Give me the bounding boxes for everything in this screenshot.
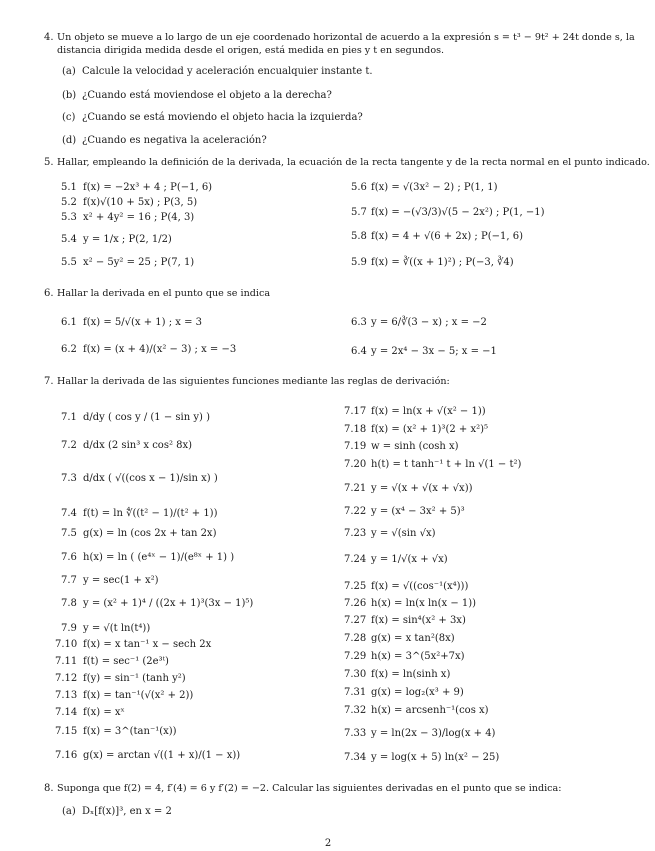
exercise-7-31-expr: g(x) = log₂(x³ + 9) bbox=[371, 687, 464, 698]
exercise-7-6-num: 7.6 bbox=[61, 552, 77, 563]
exercise-7-29-expr: h(x) = 3^(5x²+7x) bbox=[371, 651, 465, 662]
exercise-7-26-num: 7.26 bbox=[344, 598, 367, 609]
exercise-5-2-expr: f(x)√(10 + 5x) ; P(3, 5) bbox=[83, 197, 198, 208]
exercise-7-14-num: 7.14 bbox=[55, 707, 78, 718]
exercise-7-26-expr: h(x) = ln(x ln(x − 1)) bbox=[371, 598, 477, 609]
problem-8a-text: Dₓ[f(x)]³, en x = 2 bbox=[82, 806, 172, 817]
exercise-5-1-num: 5.1 bbox=[61, 182, 77, 193]
problem-8-number: 8. bbox=[44, 783, 54, 794]
exercise-7-34-expr: y = log(x + 5) ln(x² − 25) bbox=[371, 752, 500, 763]
exercise-7-24-num: 7.24 bbox=[344, 554, 367, 565]
exercise-7-7-expr: y = sec(1 + x²) bbox=[83, 575, 159, 586]
exercise-7-29-num: 7.29 bbox=[344, 651, 367, 662]
exercise-7-5-num: 7.5 bbox=[61, 528, 77, 539]
exercise-7-31-num: 7.31 bbox=[344, 687, 367, 698]
exercise-7-2-expr: d/dx (2 sin³ x cos² 8x) bbox=[83, 440, 193, 451]
problem-8a-label: (a) bbox=[62, 806, 76, 817]
exercise-7-32-expr: h(x) = arcsenh⁻¹(cos x) bbox=[371, 705, 489, 716]
exercise-5-8-num: 5.8 bbox=[351, 231, 367, 242]
exercise-5-1-expr: f(x) = −2x³ + 4 ; P(−1, 6) bbox=[83, 182, 213, 193]
exercise-5-4-num: 5.4 bbox=[61, 234, 77, 245]
problem-5-number: 5. bbox=[44, 157, 54, 168]
problem-4b-text: ¿Cuando está moviendose el objeto a la derecha? bbox=[82, 90, 332, 101]
problem-6-number: 6. bbox=[44, 288, 54, 299]
exercise-7-23-expr: y = √(sin √x) bbox=[371, 528, 436, 539]
exercise-7-3-expr: d/dx ( √((cos x − 1)/sin x) ) bbox=[83, 473, 218, 484]
exercise-7-10-num: 7.10 bbox=[55, 639, 78, 650]
exercise-7-21-num: 7.21 bbox=[344, 483, 367, 494]
exercise-7-15-num: 7.15 bbox=[55, 726, 78, 737]
exercise-7-8-expr: y = (x² + 1)⁴ / ((2x + 1)³(3x − 1)⁵) bbox=[83, 598, 254, 609]
exercise-7-7-num: 7.7 bbox=[61, 575, 77, 586]
exercise-6-2-expr: f(x) = (x + 4)/(x² − 3) ; x = −3 bbox=[83, 344, 237, 355]
exercise-7-25-num: 7.25 bbox=[344, 581, 367, 592]
problem-4-text-line1: Un objeto se mueve a lo largo de un eje coordenado horizontal de acuerdo a la expresión s = t³ − 9t² + 24t donde s, la bbox=[57, 32, 635, 43]
exercise-7-27-num: 7.27 bbox=[344, 615, 367, 626]
exercise-6-3-num: 6.3 bbox=[351, 317, 367, 328]
problem-4c-label: (c) bbox=[62, 112, 76, 123]
exercise-5-3-num: 5.3 bbox=[61, 212, 77, 223]
exercise-5-6-num: 5.6 bbox=[351, 182, 367, 193]
exercise-7-32-num: 7.32 bbox=[344, 705, 367, 716]
problem-4d-text: ¿Cuando es negativa la aceleración? bbox=[82, 135, 267, 146]
exercise-7-1-num: 7.1 bbox=[61, 412, 77, 423]
exercise-7-18-expr: f(x) = (x² + 1)³(2 + x²)⁵ bbox=[371, 424, 488, 435]
exercise-5-3-expr: x² + 4y² = 16 ; P(4, 3) bbox=[83, 212, 195, 223]
exercise-7-20-expr: h(t) = t tanh⁻¹ t + ln √(1 − t²) bbox=[371, 459, 522, 470]
exercise-7-15-expr: f(x) = 3^(tan⁻¹(x)) bbox=[83, 726, 177, 737]
problem-4b-label: (b) bbox=[62, 90, 77, 101]
exercise-7-13-expr: f(x) = tan⁻¹(√(x² + 2)) bbox=[83, 690, 194, 701]
exercise-5-9-expr: f(x) = ∛((x + 1)²) ; P(−3, ∛4) bbox=[371, 257, 514, 268]
exercise-7-5-expr: g(x) = ln (cos 2x + tan 2x) bbox=[83, 528, 217, 539]
exercise-7-19-num: 7.19 bbox=[344, 441, 367, 452]
exercise-7-27-expr: f(x) = sin⁴(x² + 3x) bbox=[371, 615, 466, 626]
exercise-7-33-num: 7.33 bbox=[344, 728, 367, 739]
exercise-7-3-num: 7.3 bbox=[61, 473, 77, 484]
exercise-5-5-num: 5.5 bbox=[61, 257, 77, 268]
exercise-7-4-expr: f(t) = ln ∜((t² − 1)/(t² + 1)) bbox=[83, 508, 218, 519]
page-number: 2 bbox=[324, 838, 332, 849]
exercise-7-23-num: 7.23 bbox=[344, 528, 367, 539]
exercise-7-28-expr: g(x) = x tan²(8x) bbox=[371, 633, 455, 644]
problem-5-text: Hallar, empleando la definición de la derivada, la ecuación de la recta tangente y de la recta normal en el punto indicado. bbox=[57, 157, 650, 168]
problem-4d-label: (d) bbox=[62, 135, 77, 146]
problem-4c-text: ¿Cuando se está moviendo el objeto hacia la izquierda? bbox=[82, 112, 363, 123]
exercise-6-3-expr: y = 6/∛(3 − x) ; x = −2 bbox=[371, 317, 487, 328]
exercise-7-12-num: 7.12 bbox=[55, 673, 78, 684]
exercise-7-22-expr: y = (x⁴ − 3x² + 5)³ bbox=[371, 506, 465, 517]
exercise-7-33-expr: y = ln(2x − 3)/log(x + 4) bbox=[371, 728, 496, 739]
exercise-7-20-num: 7.20 bbox=[344, 459, 367, 470]
exercise-6-4-expr: y = 2x⁴ − 3x − 5; x = −1 bbox=[371, 346, 497, 357]
exercise-5-5-expr: x² − 5y² = 25 ; P(7, 1) bbox=[83, 257, 195, 268]
exercise-7-17-num: 7.17 bbox=[344, 406, 367, 417]
exercise-7-12-expr: f(y) = sin⁻¹ (tanh y²) bbox=[83, 673, 186, 684]
problem-4-text-line2: distancia dirigida medida desde el origen, está medida en pies y t en segundos. bbox=[57, 45, 445, 56]
exercise-5-4-expr: y = 1/x ; P(2, 1/2) bbox=[83, 234, 172, 245]
exercise-6-2-num: 6.2 bbox=[61, 344, 77, 355]
exercise-7-9-num: 7.9 bbox=[61, 623, 77, 634]
exercise-7-8-num: 7.8 bbox=[61, 598, 77, 609]
exercise-7-13-num: 7.13 bbox=[55, 690, 78, 701]
exercise-7-30-num: 7.30 bbox=[344, 669, 367, 680]
exercise-5-8-expr: f(x) = 4 + √(6 + 2x) ; P(−1, 6) bbox=[371, 231, 523, 242]
exercise-7-16-expr: g(x) = arctan √((1 + x)/(1 − x)) bbox=[83, 750, 241, 761]
exercise-5-9-num: 5.9 bbox=[351, 257, 367, 268]
exercise-7-2-num: 7.2 bbox=[61, 440, 77, 451]
exercise-7-22-num: 7.22 bbox=[344, 506, 367, 517]
exercise-6-4-num: 6.4 bbox=[351, 346, 367, 357]
exercise-7-11-expr: f(t) = sec⁻¹ (2e³ᵗ) bbox=[83, 656, 169, 667]
exercise-7-21-expr: y = √(x + √(x + √x)) bbox=[371, 483, 473, 494]
exercise-7-34-num: 7.34 bbox=[344, 752, 367, 763]
exercise-5-2-num: 5.2 bbox=[61, 197, 77, 208]
exercise-7-30-expr: f(x) = ln(sinh x) bbox=[371, 669, 451, 680]
exercise-7-14-expr: f(x) = xˣ bbox=[83, 707, 125, 718]
exercise-6-1-expr: f(x) = 5/√(x + 1) ; x = 3 bbox=[83, 317, 202, 328]
exercise-7-1-expr: d/dy ( cos y / (1 − sin y) ) bbox=[83, 412, 210, 423]
problem-4-number: 4. bbox=[44, 32, 54, 43]
exercise-7-11-num: 7.11 bbox=[55, 656, 78, 667]
problem-4a-label: (a) bbox=[62, 66, 76, 77]
exercise-5-7-num: 5.7 bbox=[351, 207, 367, 218]
exercise-5-6-expr: f(x) = √(3x² − 2) ; P(1, 1) bbox=[371, 182, 498, 193]
problem-7-number: 7. bbox=[44, 376, 54, 387]
exercise-7-6-expr: h(x) = ln ( (e⁴ˣ − 1)/(e⁸ˣ + 1) ) bbox=[83, 552, 235, 563]
exercise-7-18-num: 7.18 bbox=[344, 424, 367, 435]
exercise-7-17-expr: f(x) = ln(x + √(x² − 1)) bbox=[371, 406, 486, 417]
problem-8-text: Suponga que f(2) = 4, f′(4) = 6 y f′(2) = −2. Calcular las siguientes derivadas en el punto que se indica: bbox=[57, 783, 562, 794]
problem-6-text: Hallar la derivada en el punto que se indica bbox=[57, 288, 271, 299]
exercise-7-16-num: 7.16 bbox=[55, 750, 78, 761]
exercise-7-28-num: 7.28 bbox=[344, 633, 367, 644]
exercise-7-25-expr: f(x) = √((cos⁻¹(x⁴))) bbox=[371, 581, 469, 592]
exercise-5-7-expr: f(x) = −(√3/3)√(5 − 2x²) ; P(1, −1) bbox=[371, 207, 545, 218]
problem-4a-text: Calcule la velocidad y aceleración encualquier instante t. bbox=[82, 66, 373, 77]
exercise-6-1-num: 6.1 bbox=[61, 317, 77, 328]
exercise-7-10-expr: f(x) = x tan⁻¹ x − sech 2x bbox=[83, 639, 212, 650]
problem-7-text: Hallar la derivada de las siguientes funciones mediante las reglas de derivación: bbox=[57, 376, 450, 387]
exercise-7-4-num: 7.4 bbox=[61, 508, 77, 519]
exercise-7-9-expr: y = √(t ln(t⁴)) bbox=[83, 623, 151, 634]
exercise-7-19-expr: w = sinh (cosh x) bbox=[371, 441, 459, 452]
exercise-7-24-expr: y = 1/√(x + √x) bbox=[371, 554, 448, 565]
